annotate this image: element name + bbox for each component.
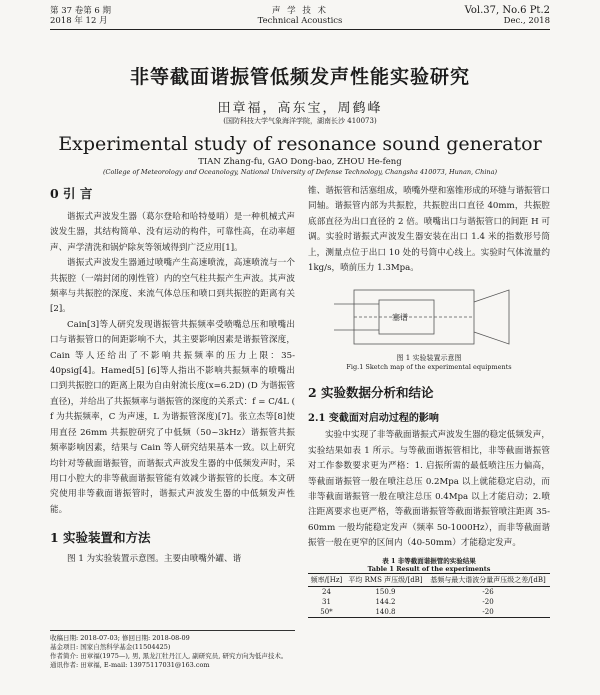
header-rule xyxy=(50,29,550,30)
section-0-heading: 0 引 言 xyxy=(50,186,93,201)
intro-paragraph-3: Cain[3]等人研究发现谐振管共振频率受喷嘴总压和喷嘴出口与谐振管口的间距影响不大，其主要影响因素是谐振管深度，Cain 等人还给出了不影响共振频率的压力上限：35-40psig[4]。Hamed[5] [6]等人指出不影响共振频率的喷嘴出口到共振腔口的距离上限为自由射流长度(x=6.2D) (D 为谐振管直径)，并给出了共振频率与谐振管的深度的关系式：f = C/4L ( f 为共振频率，C 为声速，L 为谐振管深度)[7]。张立杰等[8]使用直径 26mm 共振腔研究了中低频（50~3kHz）谐振管共振频率影响因素，结果与 Cain 等人研究结果基本一致。以上研究均针对等截面谐振管，而谐振式声波发生器的中低频发声时，采用口小腔大的非等截面谐振管能有效减少谐振管的长度。本文研究使用非等截面谐振管时，谐振式声波发生器的中低频发声性能。 xyxy=(50,319,295,515)
results-paragraph: 实验中实现了非等截面谐振式声波发生器的稳定低频发声，实验结果如表 1 所示。与等截面谐振管相比，非等截面谐振管对工作参数要求更为严格：1. 启振所需的最低喷注压力偏高，等截面谐振管一般在喷注总压 0.2Mpa 以上就能稳定启动，而非等截面谐振管一般在喷注总压 0.4Mpa 以上才能启动；2.喷注距离要求也更严格，等截面谐振管等截面谐振管喷注距离 35-60mm 一般均能稳定发声（频率 50-1000Hz），而非等截面谐振管一般在更窄的区间内（40-50mm）才能稳定发声。 xyxy=(308,430,550,549)
table-cell: -20 xyxy=(482,607,494,616)
results-table xyxy=(308,573,550,618)
footnote-funding: 基金项目: 国家自然科学基金(11504425) xyxy=(50,643,171,651)
table-header-rms-spl: 平均 RMS 声压级/[dB] xyxy=(345,573,426,586)
footnotes xyxy=(50,630,295,670)
volume-number: Vol.37, No.6 Pt.2 xyxy=(464,5,550,16)
affiliation-en: (College of Meteorology and Oceanology, National University of Defense Technology, Changsha 410073, Hunan, China) xyxy=(102,168,498,176)
authors-cn: 田章福，高东宝，周鹤峰 xyxy=(217,101,383,116)
table-cell: -20 xyxy=(482,597,494,606)
setup-paragraph: 锥、谐振管和活塞组成，喷嘴外壁和塞锥形成的环缝与谐振管口同轴。谐振管内部为共振腔，共振腔出口直径 40mm，共振腔底部直径为出口直径的 2 倍。喷嘴出口与谐振管口的间距 H 可调。实验时谐振式声波发生器安装在出口 1.4 米的指数形号筒上，测量点位于出口 10 处的号筒中心线上。实验时气体流量约 1kg/s，喷前压力 1.3Mpa。 xyxy=(308,186,550,274)
affiliation-cn: (国防科技大学气象海洋学院，湖南长沙 410073) xyxy=(223,117,377,125)
authors-en: TIAN Zhang-fu, GAO Dong-bao, ZHOU He-feng xyxy=(198,157,402,167)
running-header-left xyxy=(50,6,111,26)
table-cell: 140.8 xyxy=(375,607,396,616)
table-row xyxy=(308,607,550,618)
section-1-heading: 1 实验装置和方法 xyxy=(50,530,151,546)
running-header-right xyxy=(465,6,550,26)
figure-1-caption-en: Fig.1 Sketch map of the experimental equipments xyxy=(346,363,512,372)
figure-label-seal: 塞谱 xyxy=(392,313,408,323)
journal-date: 2018 年 12 月 xyxy=(50,16,108,26)
table-1-title-cn: 表 1 非等截面谐振管的实验结果 xyxy=(382,556,476,565)
journal-title-cn: 声 学 技 术 xyxy=(271,6,329,16)
table-cell: 150.9 xyxy=(375,587,396,596)
section-2-heading: 2 实验数据分析和结论 xyxy=(308,385,434,401)
table-cell: -26 xyxy=(482,587,494,596)
article-title-en: Experimental study of resonance sound generator xyxy=(58,133,542,155)
table-cell: 144.2 xyxy=(375,597,396,606)
table-cell: 31 xyxy=(322,597,331,606)
table-header-frequency: 频率/[Hz] xyxy=(308,573,345,586)
table-header-harmonic-diff: 基频与最大谐波分量声压级之差/[dB] xyxy=(426,573,550,586)
table-cell: 24 xyxy=(322,587,331,596)
table-cell: 50* xyxy=(320,607,333,616)
right-column xyxy=(308,184,550,618)
experiment-sketch-figure xyxy=(324,282,534,352)
intro-paragraph-1: 谐振式声波发生器（葛尔登哈和哈特曼哨）是一种机械式声波发生器，其结构简单、没有运动的构件，可靠性高，在动率超声、声学清洗和锅炉除灰等领域得到广泛应用[1]。 xyxy=(50,212,295,253)
footnote-author-bio: 作者简介: 田章福(1975—), 男, 黑龙江牡丹江人, 副研究员, 研究方向为低声技术。 xyxy=(50,652,288,660)
issue-date: Dec., 2018 xyxy=(503,16,550,26)
method-paragraph: 图 1 为实验装置示意图。主要由喷嘴外罐、谐 xyxy=(67,554,242,565)
footnote-received: 收稿日期: 2018-07-03; 修回日期: 2018-08-09 xyxy=(50,634,190,642)
journal-volume: 第 37 卷第 6 期 xyxy=(50,6,112,16)
running-header-center xyxy=(200,6,400,26)
figure-1 xyxy=(324,282,534,352)
footnote-corresponding: 通讯作者: 田章福, E-mail: 13975117031@163.com xyxy=(50,661,210,669)
figure-1-caption-cn: 图 1 实验装置示意图 xyxy=(396,354,462,363)
left-column xyxy=(50,184,295,568)
table-row xyxy=(308,586,550,597)
journal-title-en: Technical Acoustics xyxy=(257,16,343,26)
table-row xyxy=(308,597,550,607)
section-2-1-heading: 2.1 变截面对启动过程的影响 xyxy=(308,413,439,425)
table-1-title-en: Table 1 Result of the experiments xyxy=(367,564,491,573)
intro-paragraph-2: 谐振式声波发生器通过喷嘴产生高速喷流，高速喷流与一个共振腔（一端封闭的刚性管）内的空气柱共振产生声波。其声波频率与共振腔的深度、来流气体总压和喷口到共振腔的距离有关[2]。 xyxy=(50,258,295,315)
article-title-cn: 非等截面谐振管低频发声性能实验研究 xyxy=(129,66,470,88)
